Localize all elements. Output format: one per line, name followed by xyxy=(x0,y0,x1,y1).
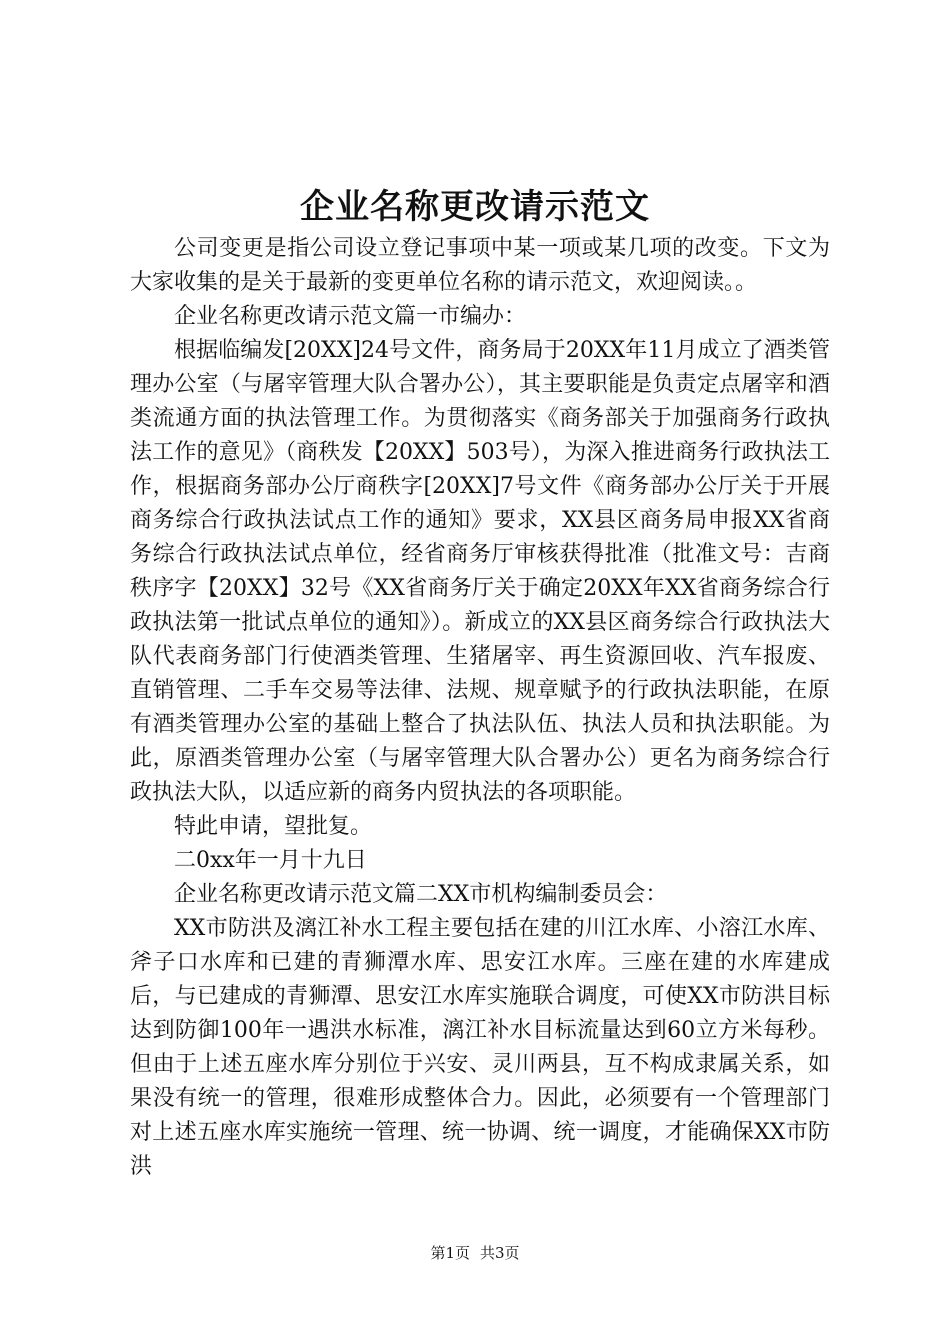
document-body xyxy=(130,232,830,1184)
paragraph-date: 二0xx年一月十九日 xyxy=(174,848,367,873)
paragraph-request: 特此申请，望批复。 xyxy=(174,814,373,839)
page-footer xyxy=(0,1242,950,1264)
page-number: 第1页 xyxy=(430,1244,470,1262)
paragraph-heading-one: 企业名称更改请示范文篇一市编办： xyxy=(174,304,527,329)
paragraph-body-one: 根据临编发[20XX]24号文件，商务局于20XX年11月成立了酒类管理办公室（与屠宰管理大队合署办公），其主要职能是负责定点屠宰和酒类流通方面的执法管理工作。为贯彻落实《商务部关于加强商务行政执法工作的意见》（商秩发【20XX】503号），为深入推进商务行政执法工作，根据商务部办公厅商秩字[20XX]7号文件《商务部办公厅关于开展商务综合行政执法试点工作的通知》要求，XX县区商务局申报XX省商务综合行政执法试点单位，经省商务厅审核获得批准（批准文号：吉商秩序字【20XX】32号《XX省商务厅关于确定20XX年XX省商务综合行政执法第一批试点单位的通知》）。新成立的XX县区商务综合行政执法大队代表商务部门行使酒类管理、生猪屠宰、再生资源回收、汽车报废、直销管理、二手车交易等法律、法规、规章赋予的行政执法职能，在原有酒类管理办公室的基础上整合了执法队伍、执法人员和执法职能。为此，原酒类管理办公室（与屠宰管理大队合署办公）更名为商务综合行政执法大队，以适应新的商务内贸执法的各项职能。 xyxy=(130,338,830,805)
paragraph-heading-two: 企业名称更改请示范文篇二XX市机构编制委员会： xyxy=(174,882,668,907)
paragraph-body-two: XX市防洪及漓江补水工程主要包括在建的川江水库、小溶江水库、斧子口水库和已建的青狮潭水库、思安江水库。三座在建的水库建成后，与已建成的青狮潭、思安江水库实施联合调度，可使XX市防洪目标达到防御100年一遇洪水标准，漓江补水目标流量达到60立方米每秒。但由于上述五座水库分别位于兴安、灵川两县，互不构成隶属关系，如果没有统一的管理，很难形成整体合力。因此，必须要有一个管理部门对上述五座水库实施统一管理、统一协调、统一调度，才能确保XX市防洪 xyxy=(130,916,830,1179)
document-title: 企业名称更改请示范文 xyxy=(300,187,650,227)
paragraph-intro: 公司变更是指公司设立登记事项中某一项或某几项的改变。下文为大家收集的是关于最新的变更单位名称的请示范文，欢迎阅读。。 xyxy=(130,236,830,295)
page-total: 共3页 xyxy=(480,1244,520,1262)
